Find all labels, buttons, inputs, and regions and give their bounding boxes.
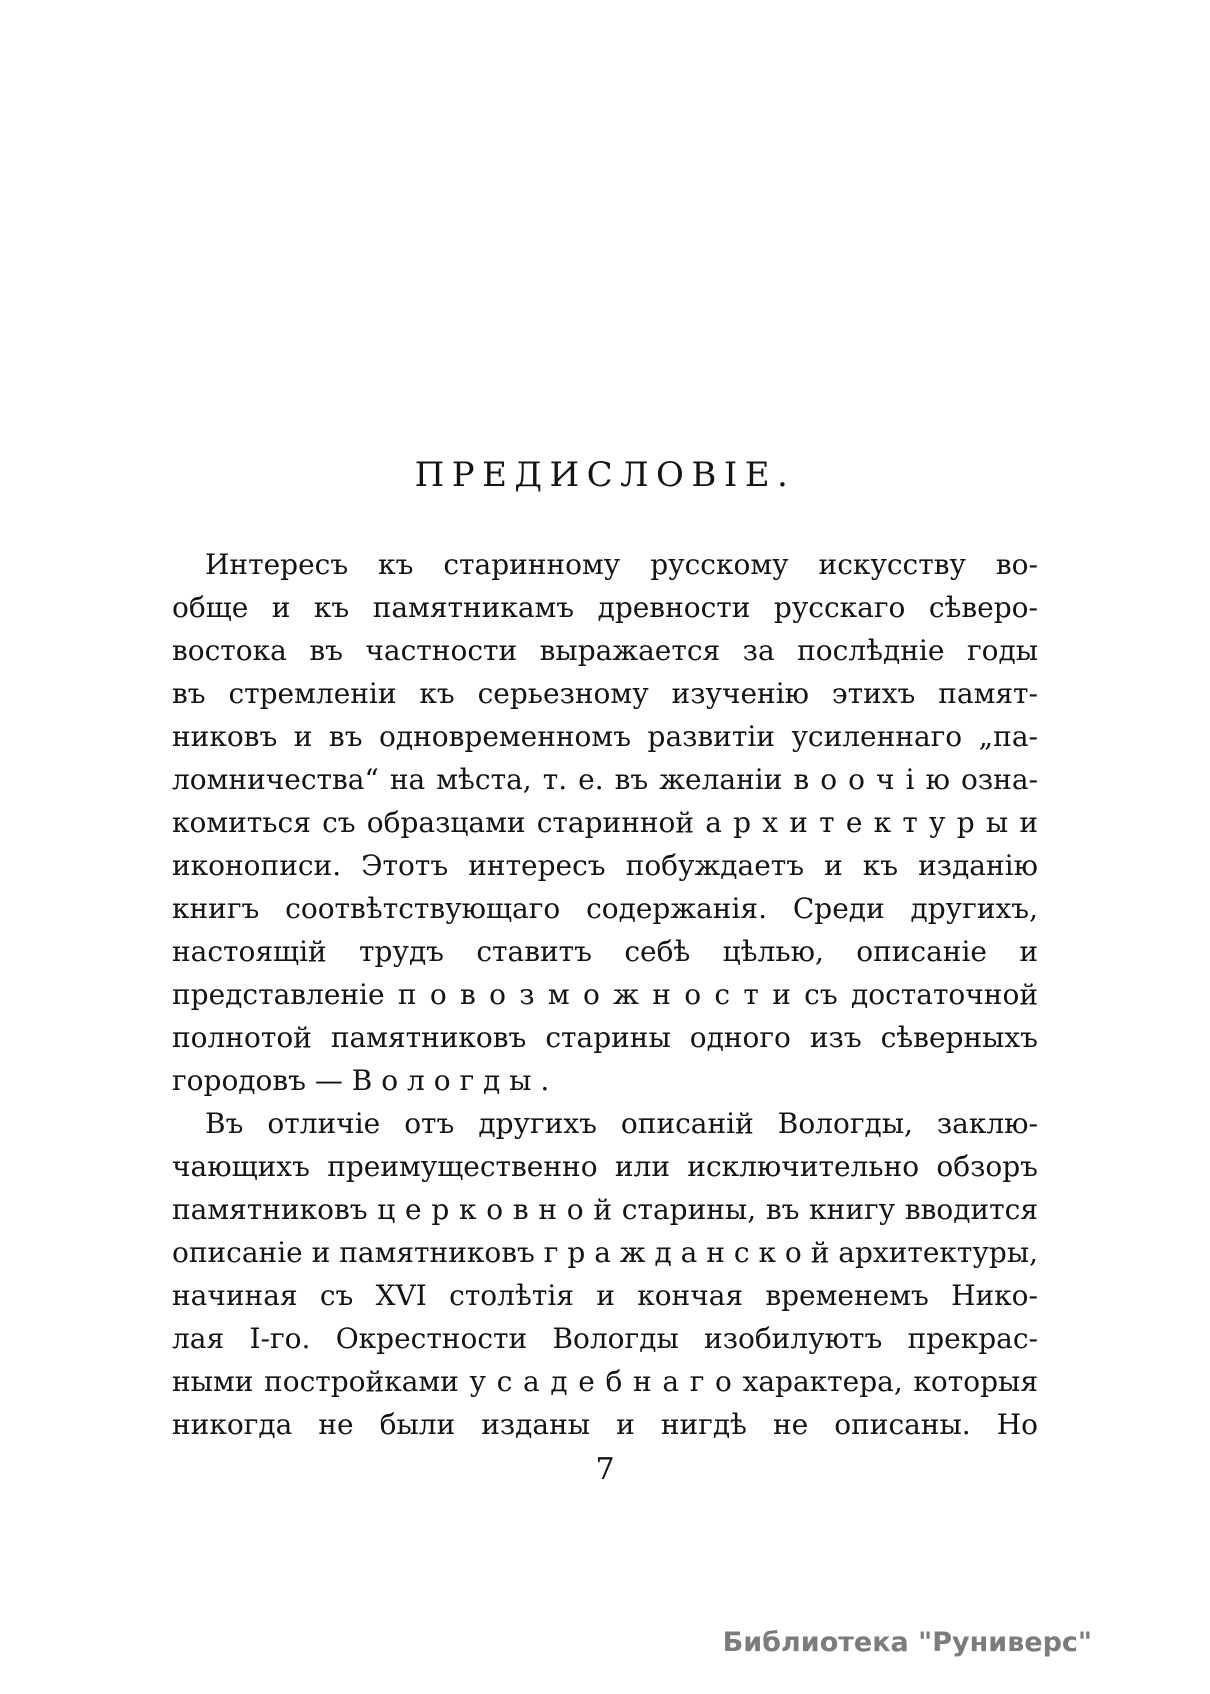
text-line: комиться съ образцами старинной а р х и т е к т у р ы и [172, 806, 1038, 839]
page-number: 7 [595, 1452, 615, 1487]
body-text [172, 543, 1038, 1446]
text-line: никогда не были изданы и нигдѣ не описаны. Но [172, 1408, 1038, 1441]
paragraph-1 [172, 543, 1038, 1102]
text-line: книгъ соотвѣтствующаго содержанія. Среди другихъ, [172, 892, 1038, 925]
watermark: Библиотека "Руниверс" [722, 1627, 1092, 1658]
text-line: полнотой памятниковъ старины одного изъ сѣверныхъ [172, 1021, 1038, 1054]
text-line: лая І-го. Окрестности Вологды изобилуютъ прекрас- [172, 1322, 1038, 1355]
text-line: иконописи. Этотъ интересъ побуждаетъ и къ изданію [172, 849, 1038, 882]
text-line: описаніе и памятниковъ г р а ж д а н с к о й архитектуры, [172, 1236, 1038, 1269]
page-title: ПРЕДИСЛОВІЕ. [414, 455, 796, 495]
text-line: Интересъ къ старинному русскому искусству во- [205, 548, 1038, 581]
text-line: чающихъ преимущественно или исключительно обзоръ [172, 1150, 1038, 1183]
text-line: ломничества“ на мѣста, т. е. въ желаніи в о о ч і ю озна- [172, 763, 1038, 796]
text-line: обще и къ памятникамъ древности русскаго сѣверо- [172, 591, 1038, 624]
text-line: городовъ — В о л о г д ы . [172, 1064, 550, 1097]
text-line: ными постройками у с а д е б н а г о характера, которыя [172, 1365, 1038, 1398]
text-line: представленіе п о в о з м о ж н о с т и съ достаточной [172, 978, 1038, 1011]
text-line: настоящій трудъ ставитъ себѣ цѣлью, описаніе и [172, 935, 1038, 968]
paragraph-2 [172, 1102, 1038, 1446]
text-line: памятниковъ ц е р к о в н о й старины, въ книгу вводится [172, 1193, 1038, 1226]
text-line: въ стремленіи къ серьезному изученію этихъ памят- [172, 677, 1038, 710]
text-line: востока въ частности выражается за послѣдніе годы [172, 634, 1038, 667]
text-line: никовъ и въ одновременномъ развитіи усиленнаго „па- [172, 720, 1038, 753]
text-line: начиная съ XVI столѣтія и кончая временемъ Нико- [172, 1279, 1038, 1312]
text-line: Въ отличіе отъ другихъ описаній Вологды, заклю- [205, 1107, 1038, 1140]
